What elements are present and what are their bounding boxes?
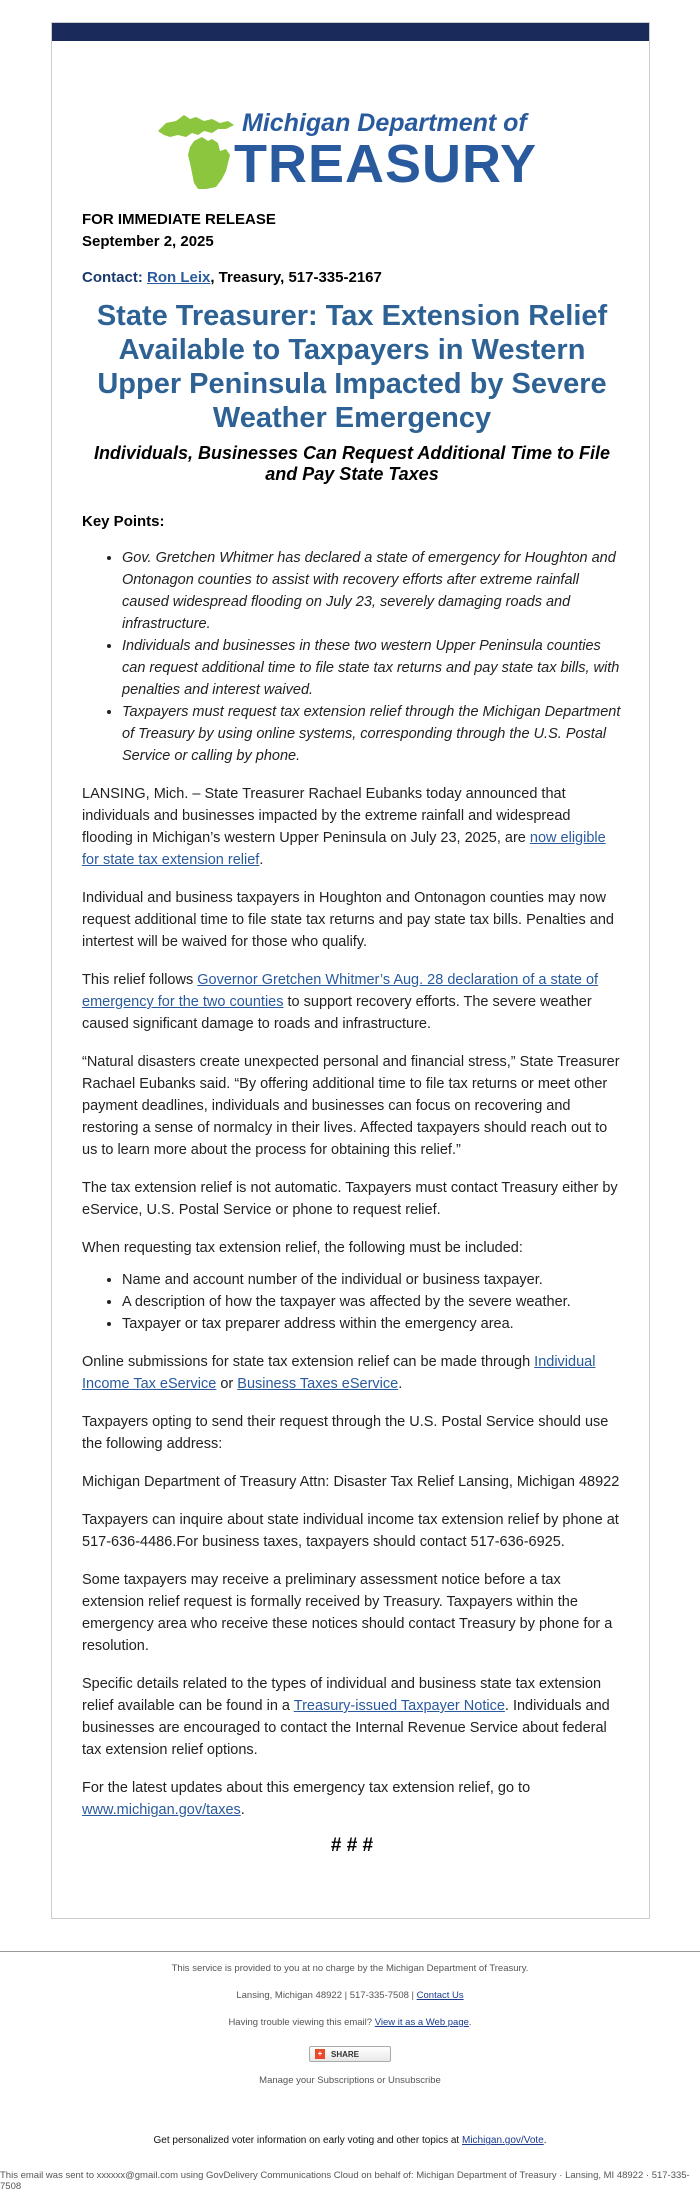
paragraph-text: . — [240, 1802, 245, 1818]
list-item: • Taxpayers must request tax extension relief through the Michigan Department of Treasury by using online systems, corresponding through the U.S. Postal Service or calling by phone. — [122, 701, 622, 767]
sent-notice: This email was sent to xxxxxx@gmail.com using GovDelivery Communications Cloud on behalf of: Michigan Department of Treasury · Lansing, MI 48922 · 517-335-7508 — [0, 2170, 690, 2192]
page-title: State Treasurer: Tax Extension Relief Available to Taxpayers in Western Upper Peninsula Impacted by Severe Weather Emergency — [96, 300, 608, 434]
contact-details: , Treasury, 517-335-2167 — [210, 269, 382, 286]
voter-end: . — [543, 2135, 547, 2146]
paragraph-text: This relief follows — [82, 972, 198, 988]
logo-treasury-text: TREASURY — [234, 134, 538, 194]
footer-divider — [0, 1951, 700, 1952]
footer-address: Lansing, Michigan 48922 | 517-335-7508 | — [236, 1990, 417, 2001]
logo-department-text: Michigan Department of — [242, 109, 527, 137]
contact-name-link[interactable]: Ron Leix — [147, 269, 211, 286]
footer-trouble-end: . — [468, 2017, 472, 2028]
paragraph-text: For the latest updates about this emergency tax extension relief, go to — [82, 1780, 531, 1796]
michigan-taxes-link[interactable]: www.michigan.gov/taxes — [82, 1802, 241, 1818]
paragraph-quote: “Natural disasters create unexpected personal and financial stress,” State Treasurer Rachael Eubanks said. “By offering additional time to file tax returns or meet other payment deadlines, individuals and businesses can focus on recovering and restoring a sense of normalcy in their lives. Affected taxpayers should reach out to us to learn more about the process for obtaining this relief.” — [82, 1054, 620, 1158]
paragraph-not-automatic: The tax extension relief is not automatic. Taxpayers must contact Treasury either by eService, U.S. Postal Service or phone to request relief. — [82, 1180, 618, 1218]
footer-contact-line — [0, 1990, 700, 2001]
list-item: • Taxpayer or tax preparer address within the emergency area. — [122, 1313, 622, 1335]
contact-label: Contact: — [82, 269, 147, 286]
paragraph-postal: Taxpayers opting to send their request through the U.S. Postal Service should use the following address: — [82, 1414, 609, 1452]
footer-view-web — [0, 2017, 700, 2028]
share-plus-icon: + — [315, 2049, 325, 2059]
paragraph-lansing — [82, 783, 622, 871]
paragraph-text: Specific details related to the types of individual and business state tax extension relief available can be found in a — [82, 1676, 602, 1714]
paragraph-assessment: Some taxpayers may receive a preliminary assessment notice before a tax extension relief request is formally received by Treasury. Taxpayers within the emergency area who receive these notices should contact Treasury by phone for a resolution. — [82, 1572, 613, 1654]
paragraph-text: . Individuals and businesses are encouraged to contact the Internal Revenue Service about federal tax extension relief options. — [82, 1698, 610, 1758]
taxpayer-notice-link[interactable]: Treasury-issued Taxpayer Notice — [293, 1698, 505, 1714]
paragraph-updates — [82, 1777, 622, 1821]
list-item: • Name and account number of the individual or business taxpayer. — [122, 1269, 622, 1291]
paragraph-text: Online submissions for state tax extension relief can be made through — [82, 1354, 535, 1370]
paragraph-relief-follows — [82, 969, 622, 1035]
release-label: FOR IMMEDIATE RELEASE — [82, 211, 276, 228]
paragraph-text: to support recovery efforts. The severe weather caused significant damage to roads and infrastructure. — [82, 994, 592, 1032]
paragraph-phone: Taxpayers can inquire about state individual income tax extension relief by phone at 517-636-4486.For business taxes, taxpayers should contact 517-636-6925. — [82, 1512, 619, 1550]
business-eservice-link[interactable]: Business Taxes eService — [237, 1376, 399, 1392]
voter-info-line — [0, 2135, 700, 2146]
treasury-logo — [52, 81, 649, 194]
header-bar — [52, 23, 649, 41]
contact-us-link[interactable]: Contact Us — [416, 1990, 464, 2001]
paragraph-online — [82, 1351, 622, 1395]
paragraph-details — [82, 1673, 622, 1761]
requirements-list — [82, 1269, 622, 1335]
share-button[interactable] — [309, 2046, 391, 2062]
subheadline: Individuals, Businesses Can Request Additional Time to File and Pay State Taxes — [93, 443, 611, 484]
paragraph-requirements-intro: When requesting tax extension relief, the following must be included: — [82, 1240, 523, 1256]
extension-relief-link[interactable]: now eligible for state tax extension relief — [82, 830, 606, 868]
press-release-body — [82, 209, 622, 1857]
voter-text: Get personalized voter information on early voting and other topics at — [153, 2135, 462, 2146]
release-date: September 2, 2025 — [82, 233, 214, 250]
paragraph-taxpayers: Individual and business taxpayers in Houghton and Ontonagon counties may now request additional time to file state tax returns and pay state tax bills. Penalties and intertest will be waived for those who qualify. — [82, 890, 614, 950]
paragraph-text: . — [398, 1376, 403, 1392]
paragraph-text: LANSING, Mich. – State Treasurer Rachael Eubanks today announced that individuals and businesses impacted by the extreme rainfall and widespread flooding in Michigan’s western Upper Peninsula on July 23, 2025, are — [82, 786, 571, 846]
key-points-list — [82, 547, 622, 767]
manage-subscriptions-link[interactable]: Manage your Subscriptions or Unsubscribe — [259, 2075, 441, 2086]
key-points-title: Key Points: — [82, 513, 165, 530]
share-label: SHARE — [331, 2049, 360, 2059]
end-marks: # # # — [330, 1835, 374, 1856]
view-web-page-link[interactable]: View it as a Web page — [374, 2017, 469, 2028]
paragraph-text: or — [216, 1376, 238, 1392]
footer-service-text: This service is provided to you at no charge by the Michigan Department of Treasury. — [171, 1963, 529, 1974]
michigan-vote-link[interactable]: Michigan.gov/Vote — [462, 2135, 544, 2146]
footer-trouble-text: Having trouble viewing this email? — [228, 2017, 375, 2028]
paragraph-text: . — [259, 852, 264, 868]
list-item: • Gov. Gretchen Whitmer has declared a state of emergency for Houghton and Ontonagon counties to assist with recovery efforts after extreme rainfall caused widespread flooding on July 23, severely damaging roads and infrastructure. — [122, 547, 622, 635]
paragraph-address: Michigan Department of Treasury Attn: Disaster Tax Relief Lansing, Michigan 48922 — [82, 1474, 620, 1490]
michigan-map-icon — [156, 111, 242, 193]
declaration-link[interactable]: Governor Gretchen Whitmer’s Aug. 28 declaration of a state of emergency for the two counties — [82, 972, 599, 1010]
email-card — [51, 22, 650, 1919]
list-item: • Individuals and businesses in these two western Upper Peninsula counties can request additional time to file state tax returns and pay state tax bills, with penalties and interest waived. — [122, 635, 622, 701]
contact-line — [82, 267, 622, 289]
list-item: • A description of how the taxpayer was affected by the severe weather. — [122, 1291, 622, 1313]
individual-eservice-link[interactable]: Individual Income Tax eService — [82, 1354, 596, 1392]
